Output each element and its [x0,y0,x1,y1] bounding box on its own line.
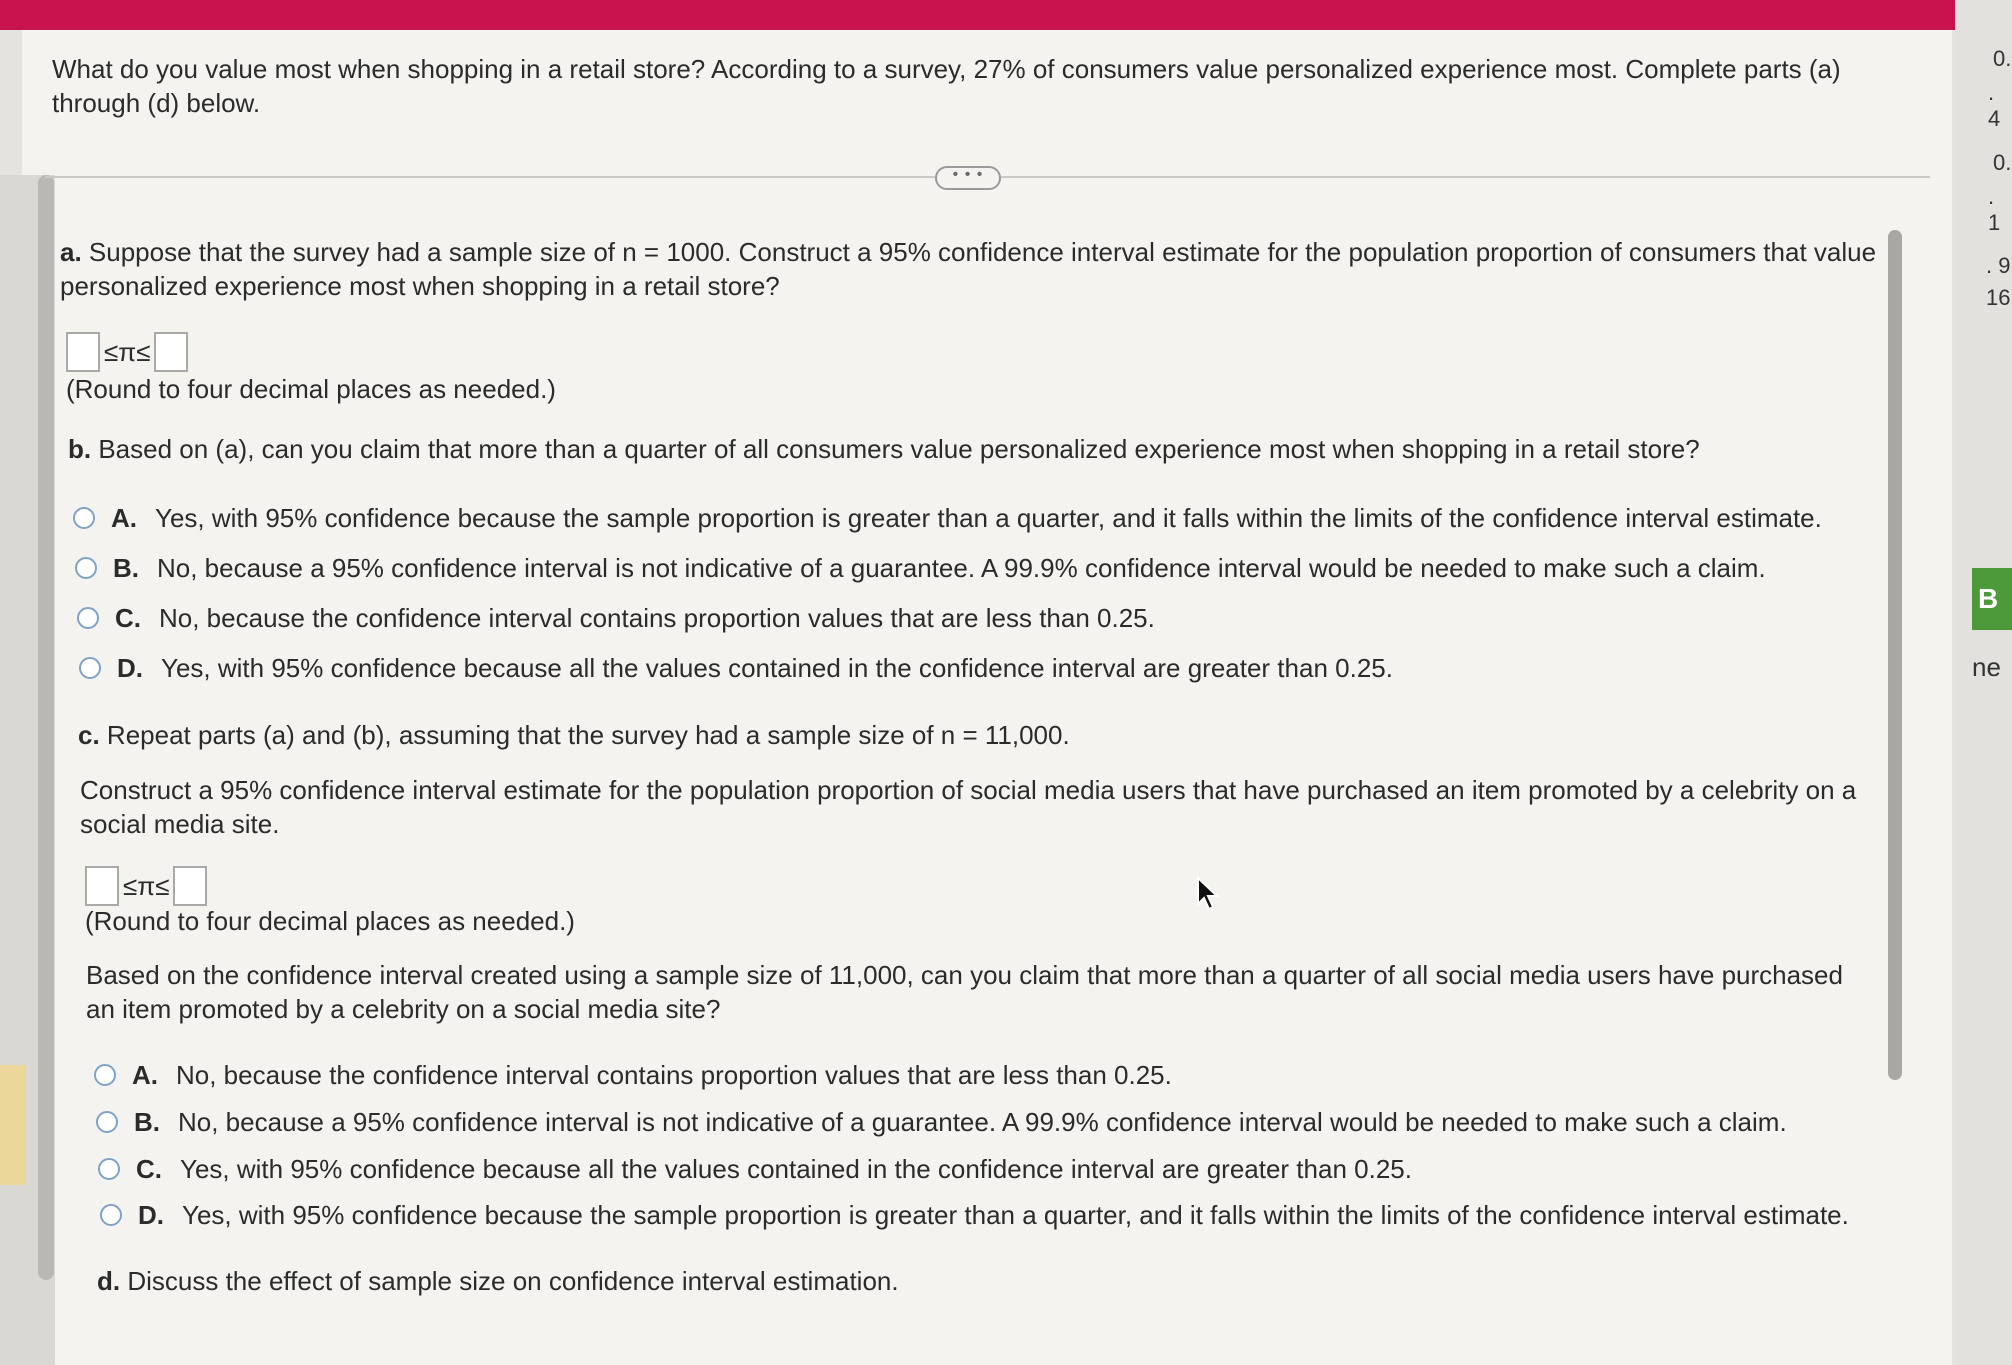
part-b-label: b. [68,434,92,464]
part-c-construct-text: Construct a 95% confidence interval estimate for the population proportion of social media users that have purchased an item promoted by a celebrity on a social media site. [80,775,1857,839]
part-a-question [60,235,1880,303]
option-letter: A. [111,502,137,533]
option-letter: C. [136,1153,162,1184]
option-text: Yes, with 95% confidence because all the values contained in the confidence interval are greater than 0.25. [180,1153,1412,1184]
outer-scrollbar[interactable] [38,175,54,1280]
part-c-option-c[interactable] [98,1152,1412,1186]
radio-button[interactable] [100,1204,122,1226]
part-c-ci-input [85,866,207,906]
option-text: Yes, with 95% confidence because the sample proportion is greater than a quarter, and it falls within the limits of the confidence interval estimate. [182,1199,1849,1230]
inner-scrollbar[interactable] [1888,230,1902,1080]
option-text: No, because the confidence interval contains proportion values that are less than 0.25. [159,602,1155,633]
option-text: Yes, with 95% confidence because all the values contained in the confidence interval are greater than 0.25. [161,652,1393,683]
part-c-inequality: ≤π≤ [123,870,170,901]
option-text: Yes, with 95% confidence because the sample proportion is greater than a quarter, and it falls within the limits of the confidence interval estimate. [155,502,1822,533]
part-b-option-d[interactable] [79,651,1393,685]
option-letter: A. [132,1059,158,1090]
part-c-option-a[interactable] [94,1058,1172,1092]
radio-button[interactable] [79,657,101,679]
option-text: No, because a 95% confidence interval is not indicative of a guarantee. A 99.9% confidence interval would be needed to make such a claim. [178,1106,1787,1137]
mouse-cursor-icon [1196,876,1220,912]
part-c-label: c. [78,720,100,750]
radio-button[interactable] [96,1111,118,1133]
part-a-text: Suppose that the survey had a sample size of n = 1000. Construct a 95% confidence interval estimate for the population proportion of consumers that value personalized experience most when shopping in a retail store? [60,237,1877,301]
radio-button[interactable] [94,1064,116,1086]
right-strip-text: . 1 [1988,184,2001,235]
part-d-question [97,1264,1797,1298]
part-c-round-note: (Round to four decimal places as needed.) [85,906,575,936]
option-letter: D. [117,652,143,683]
radio-button[interactable] [77,607,99,629]
option-letter: B. [134,1106,160,1137]
part-c-upper-input[interactable] [173,866,207,906]
part-a-round-note: (Round to four decimal places as needed.) [66,374,556,404]
right-strip-text: 0. [1993,150,2012,175]
option-text: No, because a 95% confidence interval is not indicative of a guarantee. A 99.9% confidence interval would be needed to make such a claim. [157,552,1766,583]
right-strip-text: ne [1972,652,2001,682]
part-c-claim-text: Based on the confidence interval created using a sample size of 11,000, can you claim that more than a quarter of all social media users have purchased an item promoted by a celebrity on a social media site? [86,960,1843,1024]
part-c-lower-input[interactable] [85,866,119,906]
right-strip-text: 0. [1993,46,2012,71]
top-bar [0,0,1955,30]
part-b-text: Based on (a), can you claim that more than a quarter of all consumers value personalized experience most when shopping in a retail store? [98,434,1700,464]
part-d-label: d. [97,1266,121,1296]
part-d-text: Discuss the effect of sample size on confidence interval estimation. [127,1266,899,1296]
part-b-option-a[interactable] [73,501,1822,535]
part-b-question [68,432,1868,466]
right-strip-text: . 9 [1986,253,2011,278]
question-text: What do you value most when shopping in a retail store? According to a survey, 27% of consumers value personalized experience most. Complete parts (a) through (d) below. [52,54,1841,118]
part-a-upper-input[interactable] [154,332,188,372]
part-c-option-d[interactable] [100,1198,1849,1232]
part-a-inequality: ≤π≤ [104,336,151,367]
right-strip-text: . 4 [1988,80,2001,131]
part-a-ci-input [66,332,188,372]
option-letter: B. [113,552,139,583]
radio-button[interactable] [98,1158,120,1180]
option-letter: D. [138,1199,164,1230]
part-c-option-b[interactable] [96,1105,1787,1139]
option-text: No, because the confidence interval contains proportion values that are less than 0.25. [176,1059,1172,1090]
radio-button[interactable] [73,507,95,529]
right-strip-text: 16 [1986,285,2011,310]
radio-button[interactable] [75,557,97,579]
part-c-text: Repeat parts (a) and (b), assuming that the survey had a sample size of n = 11,000. [106,720,1070,750]
part-a-label: a. [60,237,82,267]
part-b-option-b[interactable] [75,551,1766,585]
side-green-badge[interactable]: B [1972,568,2012,630]
expand-more-button[interactable]: • • • [935,166,1001,190]
left-highlight [0,1065,26,1185]
part-c-question [78,718,1858,752]
option-letter: C. [115,602,141,633]
part-a-lower-input[interactable] [66,332,100,372]
part-b-option-c[interactable] [77,601,1155,635]
